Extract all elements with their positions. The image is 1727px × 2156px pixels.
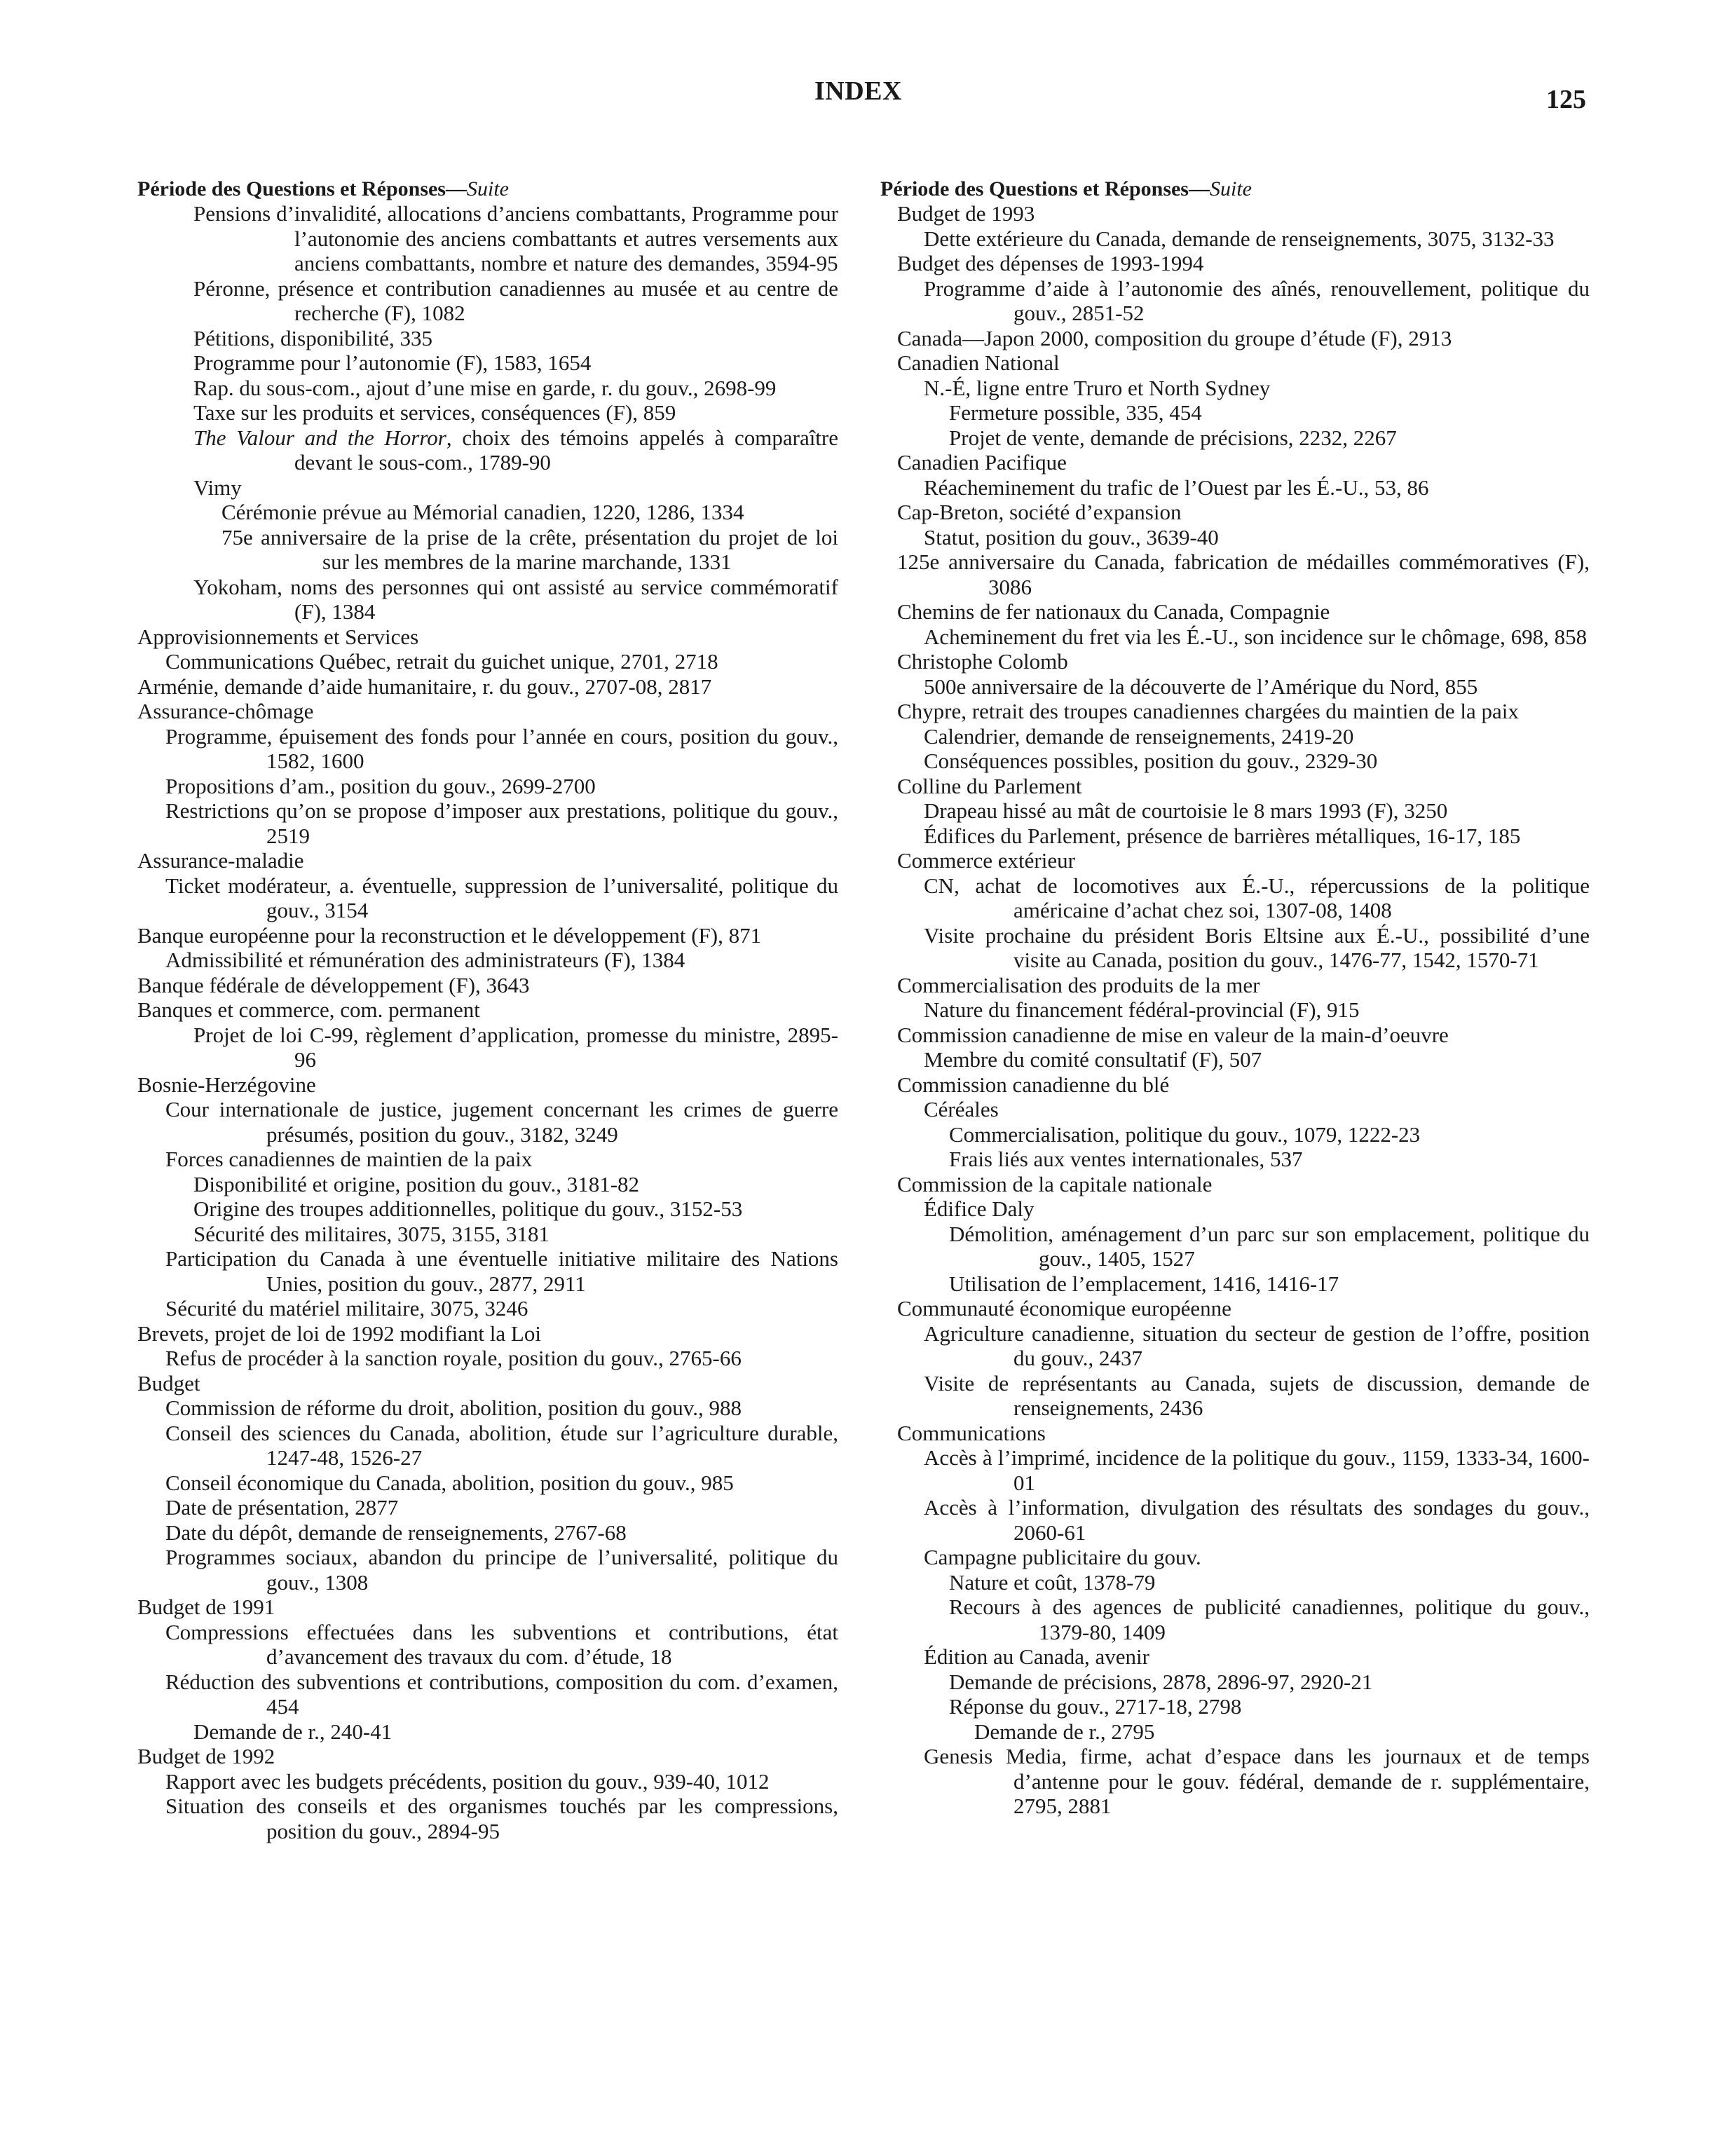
index-entry xyxy=(880,450,1590,475)
index-entry xyxy=(880,724,1590,749)
index-entry xyxy=(880,1445,1590,1495)
index-entry xyxy=(137,475,838,500)
index-entry xyxy=(880,1296,1590,1321)
entry-text: Pétitions, disponibilité, 335 xyxy=(193,325,433,350)
index-entry xyxy=(137,1346,838,1371)
entry-text: Commission canadienne du blé xyxy=(897,1072,1170,1097)
entry-text: Demande de r., 240-41 xyxy=(193,1719,392,1744)
index-entry xyxy=(137,649,838,674)
entry-text: Calendrier, demande de renseignements, 2419-20 xyxy=(924,723,1354,749)
index-entry xyxy=(137,1147,838,1172)
entry-text: Compressions effectuées dans les subventions et contributions, état d’avancement des travaux du com. d’étude, 18 xyxy=(165,1619,838,1669)
index-entry xyxy=(137,948,838,973)
index-entry xyxy=(137,201,838,276)
index-entry xyxy=(137,1296,838,1321)
entry-text: Yokoham, noms des personnes qui ont assisté au service commémoratif (F), 1384 xyxy=(193,574,838,624)
entry-text: Cour internationale de justice, jugement concernant les crimes de guerre présumés, position du gouv., 3182, 3249 xyxy=(165,1097,838,1147)
column-heading xyxy=(880,177,1590,201)
index-entry xyxy=(880,1172,1590,1197)
right-entries-list xyxy=(880,201,1590,1819)
index-entry xyxy=(137,625,838,650)
index-entry xyxy=(137,1520,838,1546)
index-entry xyxy=(137,425,838,475)
entry-text: Visite prochaine du président Boris Eltsine aux É.-U., possibilité d’une visite au Canada, position du gouv., 1476-77, 1542, 1570-71 xyxy=(924,922,1590,972)
entry-text: Restrictions qu’on se propose d’imposer aux prestations, politique du gouv., 2519 xyxy=(165,798,838,848)
index-entry xyxy=(880,1570,1590,1595)
entry-text: Membre du comité consultatif (F), 507 xyxy=(924,1047,1262,1072)
index-entry xyxy=(137,1719,838,1745)
column-heading xyxy=(137,177,838,201)
entry-text: Programmes sociaux, abandon du principe de l’universalité, politique du gouv., 1308 xyxy=(165,1545,838,1595)
index-entry xyxy=(137,500,838,525)
entry-text: Conseil des sciences du Canada, abolition, étude sur l’agriculture durable, 1247-48, 1526-27 xyxy=(165,1420,838,1470)
entry-text: Sécurité du matériel militaire, 3075, 3246 xyxy=(165,1296,528,1321)
entry-title-italic: The Valour and the Horror xyxy=(193,425,446,450)
index-entry xyxy=(137,873,838,923)
index-entry xyxy=(137,376,838,401)
index-entry xyxy=(137,326,838,351)
index-entry xyxy=(880,1023,1590,1048)
index-entry xyxy=(880,973,1590,998)
entry-text: Recours à des agences de publicité canadiennes, politique du gouv., 1379-80, 1409 xyxy=(949,1595,1590,1644)
index-entry xyxy=(880,326,1590,351)
index-entry xyxy=(137,798,838,848)
entry-text: Brevets, projet de loi de 1992 modifiant la Loi xyxy=(137,1321,541,1346)
entry-text: Canadien Pacifique xyxy=(897,450,1067,475)
entry-text: Banques et commerce, com. permanent xyxy=(137,997,480,1022)
index-entry xyxy=(880,1545,1590,1570)
entry-text: Réduction des subventions et contributions, composition du com. d’examen, 454 xyxy=(165,1669,838,1719)
index-entry xyxy=(880,475,1590,500)
index-entry xyxy=(880,674,1590,700)
entry-text: Édition au Canada, avenir xyxy=(924,1644,1149,1669)
entry-text: Assurance-maladie xyxy=(137,848,304,873)
index-entry xyxy=(880,1421,1590,1446)
entry-text: Commercialisation des produits de la mer xyxy=(897,972,1260,997)
entry-text: Nature du financement fédéral-provincial (F), 915 xyxy=(924,997,1360,1022)
entry-text: Pensions d’invalidité, allocations d’anciens combattants, Programme pour l’autonomie des anciens combattants et autres versements aux anciens combattants, nombre et nature des demandes, 3594-95 xyxy=(193,201,838,275)
entry-text: Budget des dépenses de 1993-1994 xyxy=(897,251,1204,275)
index-entry xyxy=(880,873,1590,923)
index-entry xyxy=(880,550,1590,599)
entry-text: Commission de réforme du droit, abolition, position du gouv., 988 xyxy=(165,1396,742,1420)
heading-suite: Suite xyxy=(1209,177,1252,200)
entry-text: Banque européenne pour la reconstruction et le développement (F), 871 xyxy=(137,922,762,948)
entry-text: Péronne, présence et contribution canadiennes au musée et au centre de recherche (F), 1082 xyxy=(193,275,838,325)
index-entry xyxy=(137,1545,838,1595)
entry-text: Sécurité des militaires, 3075, 3155, 3181 xyxy=(193,1221,550,1246)
entry-text: Accès à l’information, divulgation des résultats des sondages du gouv., 2060-61 xyxy=(924,1495,1590,1545)
index-entry xyxy=(880,1321,1590,1371)
entry-text: Édifice Daly xyxy=(924,1196,1035,1221)
entry-text: Réponse du gouv., 2717-18, 2798 xyxy=(949,1694,1242,1719)
index-entry xyxy=(880,824,1590,849)
index-entry xyxy=(880,1271,1590,1297)
entry-text: Nature et coût, 1378-79 xyxy=(949,1569,1156,1595)
entry-text: Approvisionnements et Services xyxy=(137,624,419,649)
entry-text: Cap-Breton, société d’expansion xyxy=(897,500,1182,524)
entry-text: Commercialisation, politique du gouv., 1079, 1222-23 xyxy=(949,1121,1421,1147)
index-entry xyxy=(137,1172,838,1197)
entry-text: Situation des conseils et des organismes touchés par les compressions, position du gouv., 2894-95 xyxy=(165,1794,838,1843)
entry-text: Chemins de fer nationaux du Canada, Compagnie xyxy=(897,599,1330,624)
index-entry xyxy=(880,400,1590,425)
entry-text: Canada—Japon 2000, composition du groupe d’étude (F), 2913 xyxy=(897,325,1452,350)
entry-text: Budget de 1993 xyxy=(897,201,1035,226)
entry-text: Cérémonie prévue au Mémorial canadien, 1220, 1286, 1334 xyxy=(221,500,744,524)
index-entry xyxy=(880,276,1590,326)
index-entry xyxy=(880,376,1590,401)
index-entry xyxy=(880,525,1590,550)
index-entry xyxy=(880,1047,1590,1072)
index-entry xyxy=(137,1023,838,1072)
entry-text: Vimy xyxy=(193,475,242,500)
entry-text: Genesis Media, firme, achat d’espace dans les journaux et de temps d’antenne pour le gouv. fédéral, demande de r. supplémentaire, 2795, 2881 xyxy=(924,1744,1590,1818)
entry-text: Communications xyxy=(897,1420,1046,1445)
entry-text: Assurance-chômage xyxy=(137,699,314,723)
entry-text: Projet de loi C-99, règlement d’application, promesse du ministre, 2895-96 xyxy=(193,1022,838,1072)
index-entry xyxy=(880,923,1590,973)
heading-text: Période des Questions et Réponses— xyxy=(880,177,1210,200)
index-entry xyxy=(880,1719,1590,1745)
index-entry xyxy=(880,997,1590,1023)
entry-text: Date du dépôt, demande de renseignements, 2767-68 xyxy=(165,1520,627,1545)
entry-text: Frais liés aux ventes internationales, 537 xyxy=(949,1147,1303,1171)
heading-suite: Suite xyxy=(466,177,509,200)
entry-text: Utilisation de l’emplacement, 1416, 1416-17 xyxy=(949,1271,1339,1296)
index-entry xyxy=(880,251,1590,276)
index-entry xyxy=(880,774,1590,799)
entry-text: Conséquences possibles, position du gouv., 2329-30 xyxy=(924,749,1378,773)
entry-text: , choix des témoins appelés à comparaître devant le sous-com., 1789-90 xyxy=(294,425,839,475)
entry-text: Campagne publicitaire du gouv. xyxy=(924,1545,1201,1569)
left-column xyxy=(137,177,838,1843)
index-entry xyxy=(137,848,838,873)
entry-text: Commission canadienne de mise en valeur de la main-d’oeuvre xyxy=(897,1022,1449,1047)
entry-text: Projet de vente, demande de précisions, 2232, 2267 xyxy=(949,425,1397,450)
index-entry xyxy=(137,276,838,326)
index-entry xyxy=(137,1396,838,1421)
index-entry xyxy=(880,625,1590,650)
index-entry xyxy=(137,525,838,575)
entry-text: Programme pour l’autonomie (F), 1583, 1654 xyxy=(193,350,592,375)
index-entry xyxy=(137,1097,838,1147)
index-entry xyxy=(137,973,838,998)
entry-text: Budget de 1991 xyxy=(137,1595,275,1619)
entry-text: Origine des troupes additionnelles, politique du gouv., 3152-53 xyxy=(193,1196,743,1221)
entry-text: Bosnie-Herzégovine xyxy=(137,1072,316,1097)
entry-text: Banque fédérale de développement (F), 3643 xyxy=(137,972,530,997)
entry-text: Disponibilité et origine, position du gouv., 3181-82 xyxy=(193,1171,640,1196)
entry-text: Accès à l’imprimé, incidence de la politique du gouv., 1159, 1333-34, 1600-01 xyxy=(924,1445,1590,1495)
index-entry xyxy=(137,1196,838,1222)
index-entry xyxy=(880,1147,1590,1172)
index-entry xyxy=(880,1495,1590,1545)
entry-text: Commerce extérieur xyxy=(897,848,1075,873)
entry-text: Programme d’aide à l’autonomie des aînés, renouvellement, politique du gouv., 2851-52 xyxy=(924,275,1590,325)
entry-text: Conseil économique du Canada, abolition, position du gouv., 985 xyxy=(165,1470,734,1495)
index-entry xyxy=(137,575,838,625)
entry-text: Admissibilité et rémunération des administrateurs (F), 1384 xyxy=(165,948,685,972)
entry-text: Arménie, demande d’aide humanitaire, r. du gouv., 2707-08, 2817 xyxy=(137,674,712,699)
index-entry xyxy=(880,425,1590,451)
entry-text: Statut, position du gouv., 3639-40 xyxy=(924,524,1219,550)
entry-text: Budget de 1992 xyxy=(137,1744,275,1768)
entry-text: Agriculture canadienne, situation du secteur de gestion de l’offre, position du gouv., 2437 xyxy=(924,1321,1590,1370)
entry-text: N.-É, ligne entre Truro et North Sydney xyxy=(924,375,1271,400)
index-entry xyxy=(880,749,1590,774)
entry-text: Colline du Parlement xyxy=(897,773,1082,798)
entry-text: Rapport avec les budgets précédents, position du gouv., 939-40, 1012 xyxy=(165,1768,770,1794)
index-entry xyxy=(880,599,1590,625)
index-entry xyxy=(880,1670,1590,1695)
index-entry xyxy=(137,923,838,948)
index-entry xyxy=(880,1694,1590,1719)
entry-text: Demande de précisions, 2878, 2896-97, 2920-21 xyxy=(949,1669,1373,1694)
heading-text: Période des Questions et Réponses— xyxy=(137,177,467,200)
entry-text: Demande de r., 2795 xyxy=(974,1719,1155,1744)
entry-text: 500e anniversaire de la découverte de l’Amérique du Nord, 855 xyxy=(924,674,1478,699)
index-entry xyxy=(137,1072,838,1098)
entry-text: Participation du Canada à une éventuelle initiative militaire des Nations Unies, position du gouv., 2877, 2911 xyxy=(165,1246,838,1296)
index-entry xyxy=(880,500,1590,525)
index-entry xyxy=(137,1421,838,1471)
index-entry xyxy=(137,774,838,799)
entry-text: Date de présentation, 2877 xyxy=(165,1495,399,1520)
entry-text: Réacheminement du trafic de l’Ouest par les É.-U., 53, 86 xyxy=(924,475,1429,500)
index-entry xyxy=(880,1196,1590,1222)
index-entry xyxy=(880,1644,1590,1670)
index-entry xyxy=(137,1769,838,1794)
page-title: INDEX xyxy=(814,76,902,106)
index-entry xyxy=(880,1744,1590,1819)
entry-text: Communications Québec, retrait du guichet unique, 2701, 2718 xyxy=(165,649,718,674)
entry-text: Édifices du Parlement, présence de barrières métalliques, 16-17, 185 xyxy=(924,823,1521,848)
entry-text: Forces canadiennes de maintien de la paix xyxy=(165,1147,533,1171)
index-entry xyxy=(880,699,1590,724)
index-entry xyxy=(880,798,1590,824)
entry-text: Céréales xyxy=(924,1097,999,1121)
index-entry xyxy=(137,724,838,774)
entry-text: Commission de la capitale nationale xyxy=(897,1171,1213,1196)
entry-text: Fermeture possible, 335, 454 xyxy=(949,400,1202,425)
index-entry xyxy=(880,201,1590,226)
index-entry xyxy=(137,1595,838,1620)
index-entry xyxy=(880,350,1590,376)
index-entry xyxy=(137,674,838,700)
entry-text: Refus de procéder à la sanction royale, position du gouv., 2765-66 xyxy=(165,1346,742,1370)
index-entry xyxy=(880,1371,1590,1421)
index-entry xyxy=(137,997,838,1023)
index-entry xyxy=(137,1794,838,1843)
index-entry xyxy=(137,1620,838,1670)
index-entry xyxy=(880,848,1590,873)
entry-text: Chypre, retrait des troupes canadiennes chargées du maintien de la paix xyxy=(897,699,1519,723)
entry-text: CN, achat de locomotives aux É.-U., répercussions de la politique américaine d’achat chez soi, 1307-08, 1408 xyxy=(924,873,1590,922)
index-entry xyxy=(880,1222,1590,1271)
index-entry xyxy=(880,1595,1590,1644)
entry-text: Visite de représentants au Canada, sujets de discussion, demande de renseignements, 2436 xyxy=(924,1370,1590,1420)
entry-text: Programme, épuisement des fonds pour l’année en cours, position du gouv., 1582, 1600 xyxy=(165,723,838,773)
page-number: 125 xyxy=(1546,85,1586,114)
index-entry xyxy=(137,350,838,376)
index-entry xyxy=(137,400,838,425)
entry-text: Budget xyxy=(137,1370,200,1396)
index-entry xyxy=(137,1222,838,1247)
entry-text: Communauté économique européenne xyxy=(897,1296,1231,1321)
index-entry xyxy=(137,1471,838,1496)
index-entry xyxy=(137,1246,838,1296)
entry-text: Dette extérieure du Canada, demande de renseignements, 3075, 3132-33 xyxy=(924,226,1555,251)
index-entry xyxy=(880,1122,1590,1147)
entry-text: 75e anniversaire de la prise de la crête, présentation du projet de loi sur les membres de la marine marchande, 1331 xyxy=(221,524,838,574)
entry-text: Rap. du sous-com., ajout d’une mise en garde, r. du gouv., 2698-99 xyxy=(193,375,777,400)
index-entry xyxy=(137,1670,838,1719)
entry-text: Acheminement du fret via les É.-U., son incidence sur le chômage, 698, 858 xyxy=(924,624,1588,649)
entry-text: Propositions d’am., position du gouv., 2699-2700 xyxy=(165,773,596,798)
entry-text: 125e anniversaire du Canada, fabrication de médailles commémoratives (F), 3086 xyxy=(897,550,1590,599)
entry-text: Taxe sur les produits et services, conséquences (F), 859 xyxy=(193,400,676,425)
index-entry xyxy=(880,226,1590,252)
index-entry xyxy=(137,1495,838,1520)
index-entry xyxy=(880,649,1590,674)
index-entry xyxy=(880,1097,1590,1122)
index-entry xyxy=(137,1371,838,1396)
entry-text: Drapeau hissé au mât de courtoisie le 8 mars 1993 (F), 3250 xyxy=(924,798,1448,823)
index-entry xyxy=(137,1744,838,1769)
entry-text: Christophe Colomb xyxy=(897,649,1068,674)
right-column xyxy=(880,177,1590,1819)
entry-text: Ticket modérateur, a. éventuelle, suppression de l’universalité, politique du gouv., 3154 xyxy=(165,873,838,922)
index-entry xyxy=(880,1072,1590,1098)
entry-text: Démolition, aménagement d’un parc sur son emplacement, politique du gouv., 1405, 1527 xyxy=(949,1221,1590,1271)
left-entries-list xyxy=(137,201,838,1843)
index-entry xyxy=(137,1321,838,1346)
index-entry xyxy=(137,699,838,724)
entry-text: Canadien National xyxy=(897,350,1060,375)
